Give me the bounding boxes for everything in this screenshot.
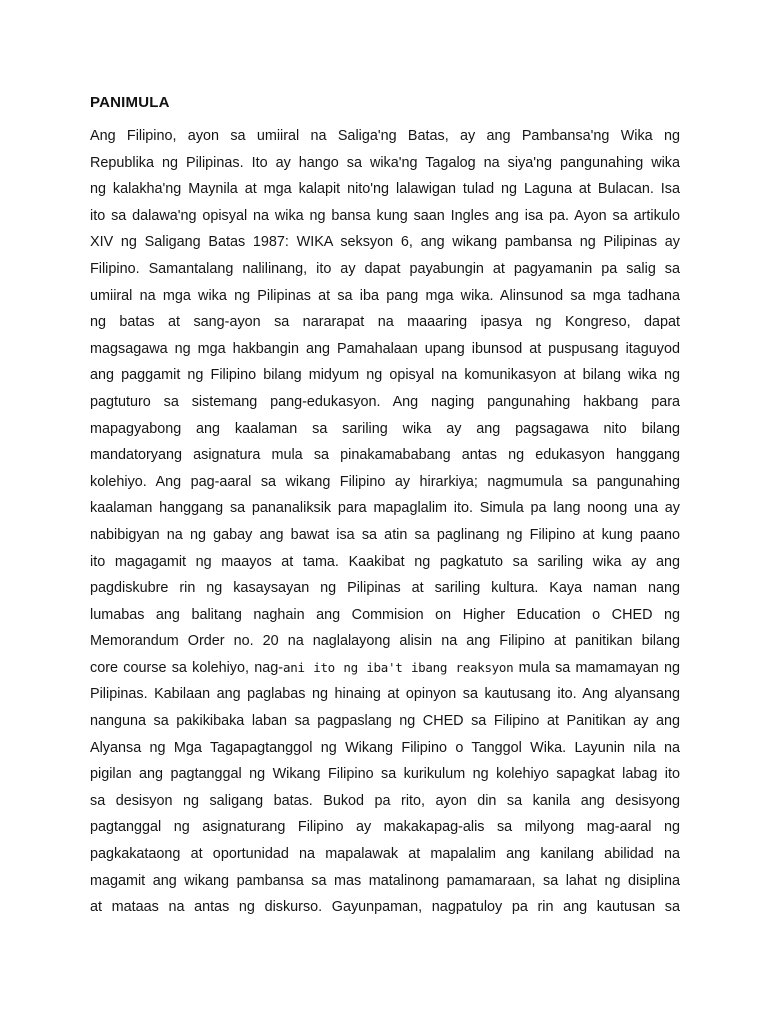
text-line: kolehiyo. Ang pag-aaral sa wikang Filipino ay hirarkiya; nagmumula sa pangunahing xyxy=(90,473,680,490)
text-line: nanguna sa pakikibaka laban sa pagpaslang ng CHED sa Filipino at Panitikan ay ang xyxy=(90,713,680,730)
text-line: pagtanggal ng asignaturang Filipino ay makakapag-alis sa milyong mag-aaral ng xyxy=(90,819,680,836)
text-segment: core course sa kolehiyo, nag- xyxy=(90,659,284,676)
text-line: Memorandum Order no. 20 na naglalayong alisin na ang Filipino at panitikan bilang xyxy=(90,633,680,650)
text-line: ang paggamit ng Filipino bilang midyum ng opisyal na komunikasyon at bilang wika ng xyxy=(90,367,680,384)
text-line: mapagyabong ang kaalaman sa sariling wika ay ang pagsagawa nito bilang xyxy=(90,420,680,437)
text-line: pigilan ang pagtanggal ng Wikang Filipino sa kurikulum ng kolehiyo sapagkat labag ito xyxy=(90,766,680,783)
text-line: pagdiskubre rin ng kasaysayan ng Pilipinas at sariling kultura. Kaya naman nang xyxy=(90,580,680,597)
text-line: magamit ang wikang pambansa sa mas matalinong pamamaraan, sa lahat ng disiplina xyxy=(90,872,680,889)
text-line: Ang Filipino, ayon sa umiiral na Saliga'ng Batas, ay ang Pambansa'ng Wika ng xyxy=(90,128,680,144)
text-line: kaalaman hanggang sa pananaliksik para mapaglalim ito. Simula pa lang noong una ay xyxy=(90,500,680,517)
text-line: umiiral na mga wika ng Pilipinas at sa iba pang mga wika. Alinsunod sa mga tadhana xyxy=(90,287,680,304)
text-line: mandatoryang asignatura mula sa pinakamababang antas ng edukasyon hanggang xyxy=(90,447,680,464)
text-line: ito magagamit ng maayos at tama. Kaakibat ng pagkatuto sa sariling wika ay ang xyxy=(90,553,680,570)
text-line: XIV ng Saligang Batas 1987: WIKA seksyon 6, ang wikang pambansa ng Pilipinas ay xyxy=(90,234,680,251)
text-line: Filipino. Samantalang nalilinang, ito ay dapat payabungin at pagyamanin pa salig sa xyxy=(90,260,680,277)
text-line: ng kalakha'ng Maynila at mga kalapit nito'ng lalawigan tulad ng Laguna at Bulacan. Isa xyxy=(90,181,680,198)
text-line: ng batas at sang-ayon sa nararapat na maaaring ipasya ng Kongreso, dapat xyxy=(90,314,680,331)
text-line: Pilipinas. Kabilaan ang paglabas ng hinaing at opinyon sa kautusang ito. Ang alyansang xyxy=(90,686,680,703)
text-line: pagtuturo sa sistemang pang-edukasyon. Ang naging pangunahing hakbang para xyxy=(90,393,680,410)
text-line: lumabas ang balitang naghain ang Commision on Higher Education o CHED ng xyxy=(90,606,680,623)
text-line: nabibigyan na ng gabay ang bawat isa sa atin sa paglinang ng Filipino at kung paano xyxy=(90,526,680,543)
text-segment-alt-font: ani ito ng iba't ibang reaksyon xyxy=(283,659,514,675)
body-paragraph xyxy=(90,126,680,924)
text-line xyxy=(90,658,680,685)
text-line: Alyansa ng Mga Tagapagtanggol ng Wikang Filipino o Tanggol Wika. Layunin nila na xyxy=(90,739,680,756)
text-line: ito sa dalawa'ng opisyal na wika ng bansa kung saan Ingles ang isa pa. Ayon sa artikulo xyxy=(90,207,680,224)
text-line: sa desisyon ng saligang batas. Bukod pa rito, ayon din sa kanila ang desisyong xyxy=(90,792,680,809)
section-heading: PANIMULA xyxy=(90,94,170,111)
text-line: at mataas na antas ng diskurso. Gayunpaman, nagpatuloy pa rin ang kautusan sa xyxy=(90,899,680,916)
text-line: Republika ng Pilipinas. Ito ay hango sa wika'ng Tagalog na siya'ng pangunahing wika xyxy=(90,154,680,171)
text-line: magsagawa ng mga hakbangin ang Pamahalaan upang ibunsod at puspusang itaguyod xyxy=(90,340,680,357)
text-line: pagkakataong at oportunidad na mapalawak at mapalalim ang kanilang abilidad na xyxy=(90,846,680,863)
text-segment: mula sa mamamayan ng xyxy=(513,659,680,676)
